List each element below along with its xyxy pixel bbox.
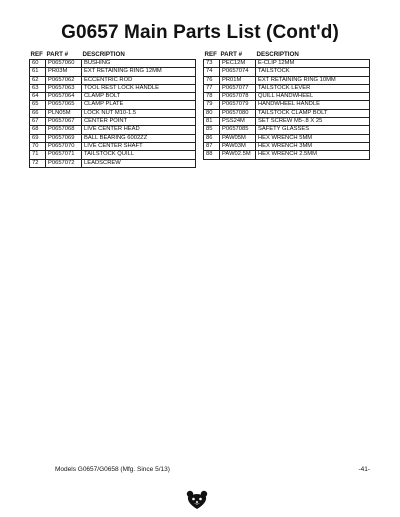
header-description: DESCRIPTION bbox=[256, 50, 299, 58]
cell-part: PR01M bbox=[220, 76, 256, 84]
cell-description: LIVE CENTER SHAFT bbox=[82, 142, 196, 150]
cell-description: EXT RETAINING RING 12MM bbox=[82, 68, 196, 76]
cell-ref: 65 bbox=[30, 101, 46, 109]
header-ref: REF bbox=[30, 50, 43, 58]
cell-ref: 81 bbox=[204, 118, 220, 126]
cell-part: P0657064 bbox=[46, 93, 82, 101]
cell-ref: 62 bbox=[30, 76, 46, 84]
page-number: -41- bbox=[358, 466, 370, 473]
header-description: DESCRIPTION bbox=[82, 50, 125, 58]
parts-table-right bbox=[203, 50, 370, 160]
cell-ref: 71 bbox=[30, 151, 46, 159]
header-part: PART # bbox=[220, 50, 243, 58]
cell-part: PSS24M bbox=[220, 118, 256, 126]
table-row bbox=[30, 126, 196, 134]
footer-models: Models G0657/G0658 (Mfg. Since 5/13) bbox=[55, 466, 170, 473]
cell-part: P0657074 bbox=[220, 68, 256, 76]
table-row bbox=[30, 118, 196, 126]
cell-ref: 63 bbox=[30, 84, 46, 92]
bear-head-icon bbox=[185, 490, 209, 510]
cell-description: TOOL REST LOCK HANDLE bbox=[82, 84, 196, 92]
cell-description: CLAMP PLATE bbox=[82, 101, 196, 109]
table-row bbox=[30, 68, 196, 76]
cell-part: PEC12M bbox=[220, 60, 256, 68]
cell-part: P0657063 bbox=[46, 84, 82, 92]
cell-description: TAILSTOCK QUILL bbox=[82, 151, 196, 159]
parts-table-left bbox=[29, 50, 196, 168]
cell-ref: 76 bbox=[204, 76, 220, 84]
table-row bbox=[204, 60, 370, 68]
cell-ref: 87 bbox=[204, 142, 220, 150]
cell-ref: 85 bbox=[204, 126, 220, 134]
cell-part: P0657067 bbox=[46, 118, 82, 126]
cell-description: ECCENTRIC ROD bbox=[82, 76, 196, 84]
cell-ref: 77 bbox=[204, 84, 220, 92]
cell-description: TAILSTOCK bbox=[256, 68, 370, 76]
cell-part: P0657071 bbox=[46, 151, 82, 159]
table-row bbox=[30, 84, 196, 92]
table-row bbox=[204, 142, 370, 150]
page-title: G0657 Main Parts List (Cont'd) bbox=[61, 22, 339, 43]
table-row bbox=[204, 76, 370, 84]
cell-part: P0657078 bbox=[220, 93, 256, 101]
cell-description: HANDWHEEL HANDLE bbox=[256, 101, 370, 109]
table-row bbox=[204, 126, 370, 134]
cell-description: CLAMP BOLT bbox=[82, 93, 196, 101]
cell-description: LOCK NUT M10-1.5 bbox=[82, 109, 196, 117]
cell-ref: 73 bbox=[204, 60, 220, 68]
cell-description: LIVE CENTER HEAD bbox=[82, 126, 196, 134]
table-row bbox=[30, 159, 196, 167]
table-row bbox=[30, 134, 196, 142]
cell-ref: 80 bbox=[204, 109, 220, 117]
cell-part: P0657065 bbox=[46, 101, 82, 109]
cell-description: CENTER POINT bbox=[82, 118, 196, 126]
cell-description: E-CLIP 12MM bbox=[256, 60, 370, 68]
cell-description: BALL BEARING 6002ZZ bbox=[82, 134, 196, 142]
cell-description: LEADSCREW bbox=[82, 159, 196, 167]
cell-part: P0657077 bbox=[220, 84, 256, 92]
table-row bbox=[204, 134, 370, 142]
table-header-row bbox=[204, 50, 370, 60]
cell-ref: 72 bbox=[30, 159, 46, 167]
table-header-row bbox=[30, 50, 196, 60]
cell-ref: 60 bbox=[30, 60, 46, 68]
cell-description: SAFETY GLASSES bbox=[256, 126, 370, 134]
table-row bbox=[204, 101, 370, 109]
cell-description: SET SCREW M5-.8 X 25 bbox=[256, 118, 370, 126]
table-row bbox=[204, 93, 370, 101]
cell-ref: 64 bbox=[30, 93, 46, 101]
cell-ref: 61 bbox=[30, 68, 46, 76]
cell-part: P0657069 bbox=[46, 134, 82, 142]
cell-description: TAILSTOCK CLAMP BOLT bbox=[256, 109, 370, 117]
table-row bbox=[30, 76, 196, 84]
cell-description: EXT RETAINING RING 10MM bbox=[256, 76, 370, 84]
table-row bbox=[204, 109, 370, 117]
cell-part: P0657072 bbox=[46, 159, 82, 167]
cell-part: PLN05M bbox=[46, 109, 82, 117]
cell-part: P0657068 bbox=[46, 126, 82, 134]
header-ref: REF bbox=[204, 50, 217, 58]
cell-part: P0657079 bbox=[220, 101, 256, 109]
table-row bbox=[204, 68, 370, 76]
table-row bbox=[30, 142, 196, 150]
cell-ref: 78 bbox=[204, 93, 220, 101]
cell-part: P0657062 bbox=[46, 76, 82, 84]
table-row bbox=[204, 84, 370, 92]
cell-ref: 68 bbox=[30, 126, 46, 134]
cell-description: HEX WRENCH 3MM bbox=[256, 142, 370, 150]
cell-description: QUILL HANDWHEEL bbox=[256, 93, 370, 101]
cell-ref: 86 bbox=[204, 134, 220, 142]
cell-part: P0657080 bbox=[220, 109, 256, 117]
cell-description: HEX WRENCH 5MM bbox=[256, 134, 370, 142]
cell-description: BUSHING bbox=[82, 60, 196, 68]
table-row bbox=[30, 60, 196, 68]
cell-ref: 69 bbox=[30, 134, 46, 142]
cell-part: PAW05M bbox=[220, 134, 256, 142]
table-row bbox=[30, 101, 196, 109]
cell-description: HEX WRENCH 2.5MM bbox=[256, 151, 370, 159]
cell-ref: 70 bbox=[30, 142, 46, 150]
cell-ref: 67 bbox=[30, 118, 46, 126]
cell-ref: 74 bbox=[204, 68, 220, 76]
cell-ref: 79 bbox=[204, 101, 220, 109]
cell-part: PAW03M bbox=[220, 142, 256, 150]
cell-part: PAW02.5M bbox=[220, 151, 256, 159]
cell-part: P0657085 bbox=[220, 126, 256, 134]
cell-ref: 88 bbox=[204, 151, 220, 159]
table-row bbox=[30, 93, 196, 101]
table-row bbox=[30, 151, 196, 159]
table-row bbox=[204, 151, 370, 159]
cell-part: P0657060 bbox=[46, 60, 82, 68]
header-part: PART # bbox=[46, 50, 69, 58]
cell-description: TAILSTOCK LEVER bbox=[256, 84, 370, 92]
cell-ref: 66 bbox=[30, 109, 46, 117]
table-row bbox=[30, 109, 196, 117]
table-row bbox=[204, 118, 370, 126]
cell-part: P0657070 bbox=[46, 142, 82, 150]
cell-part: PR03M bbox=[46, 68, 82, 76]
